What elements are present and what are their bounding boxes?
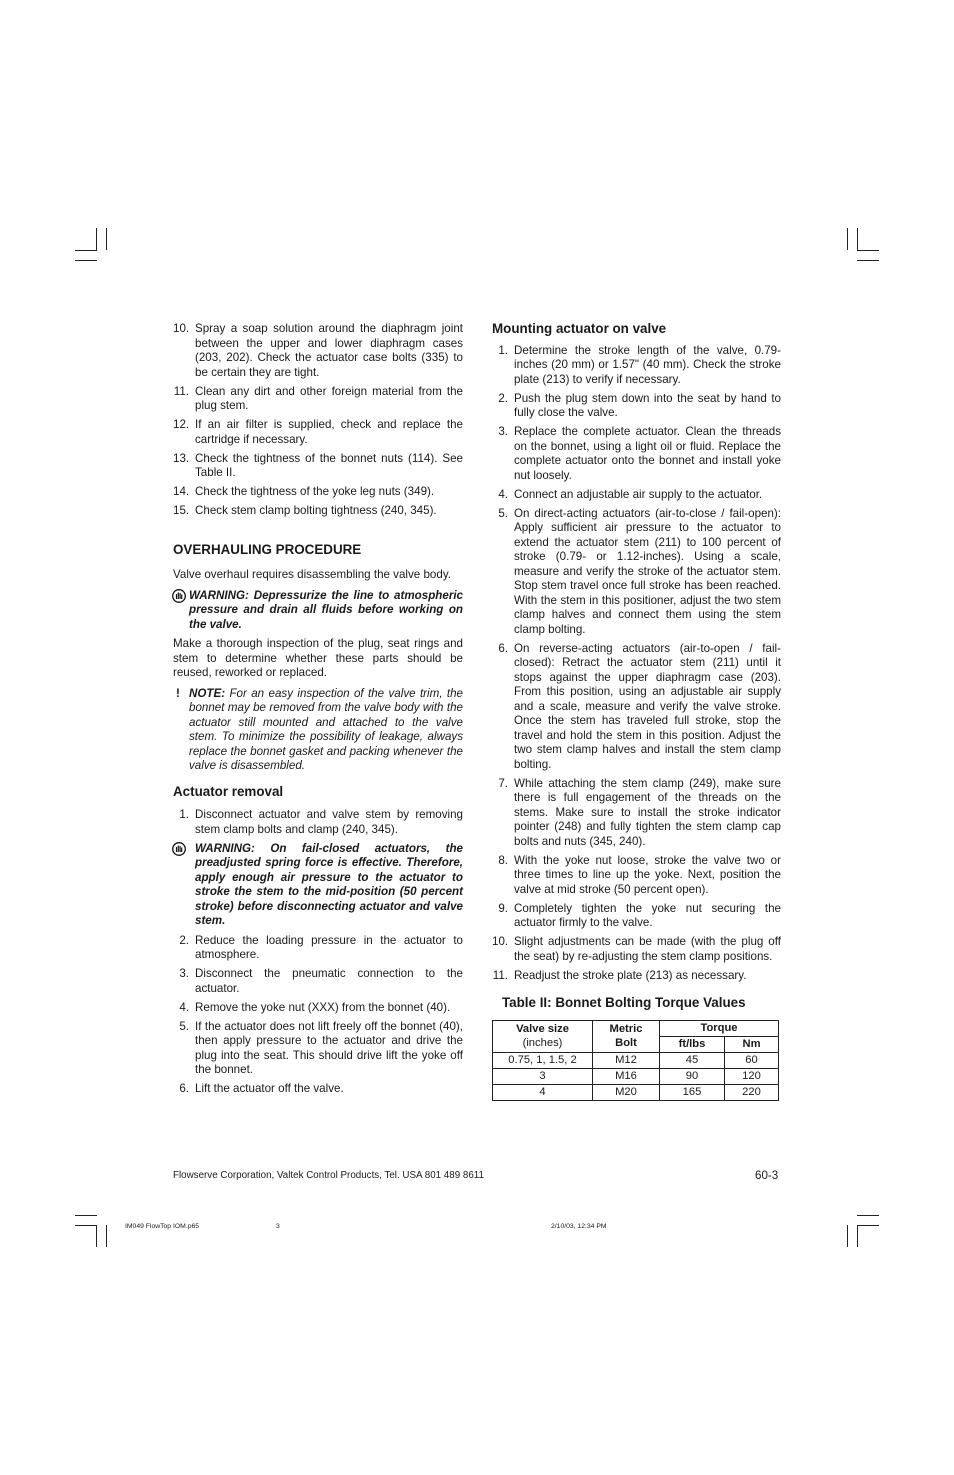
crop-mark <box>75 260 97 261</box>
list-item: 1. Disconnect actuator and valve stem by removing stem clamp bolts and clamp (240, 345). <box>179 808 463 836</box>
list-item: 10. Spray a soap solution around the diaphragm joint between the upper and lower diaphragm cases (203, 202). Check the actuator case bolts (335) to be certain they are tight. <box>173 322 463 379</box>
crop-mark <box>857 1225 858 1247</box>
inspection-paragraph: Make a thorough inspection of the plug, seat rings and stem to determine whether these parts should be reused, reworked or replaced. <box>173 637 463 679</box>
list-item: 6. Lift the actuator off the valve. <box>179 1082 344 1095</box>
crop-mark <box>857 228 858 250</box>
removal-list <box>173 934 463 1097</box>
list-item: 6. On reverse-acting actuators (air-to-open / fail-closed): Retract the actuator stem (211) until it stops against the upper diaphragm case (203). From this position, using an adjustable air supply and a scale, measure and verify the valve stroke. Once the stem has traveled full stroke, stop the travel and hold the stem in this position. Adjust the two stem clamp halves and install the stem clamp bolting. <box>498 641 781 771</box>
list-item: 11. Readjust the stroke plate (213) as necessary. <box>492 968 747 982</box>
list-item: 15. Check stem clamp bolting tightness (240, 345). <box>173 504 437 517</box>
list-item: 13. Check the tightness of the bonnet nuts (114). See Table II. <box>173 451 463 479</box>
list-item: 10. Slight adjustments can be made (with the plug off the seat) by re-adjusting the stem clamp positions. <box>492 935 781 963</box>
crop-mark <box>857 1225 879 1226</box>
mounting-list <box>492 344 781 984</box>
table-row: 3 M16 90 120 <box>493 1068 779 1084</box>
maintenance-list <box>173 322 463 519</box>
page-number: 60-3 <box>755 1169 779 1182</box>
crop-mark <box>106 228 107 250</box>
list-item: 5. On direct-acting actuators (air-to-close / fail-open): Apply sufficient air pressure to the actuator to extend the actuator stem (211) to 100 percent of stroke (0.79- or 1.12-inches). Using a scale, measure and verify the stroke of the actuator stem. Stop stem travel once full stroke has been reached. With the stem in this positioner, adjust the two stem clamp halves and connect them using the stem clamp bolting. <box>498 506 781 636</box>
table-header-row: Valve size (inches) Metric Bolt Torque <box>493 1020 779 1036</box>
warning-hand-icon <box>172 589 186 603</box>
list-item: 7. While attaching the stem clamp (249), make sure there is full engagement of the threads on the stems. Make sure to install the stroke indicator pointer (248) and fully tighten the stem clamp cap bolts and nuts (345, 240). <box>498 776 781 848</box>
right-column <box>492 322 781 1101</box>
warning-block: WARNING: On fail-closed actuators, the preadjusted spring force is effective. Therefore, apply enough air pressure to the actuator to stroke the stem to the mid-position (50 percent stroke) before disconnecting actuator and valve stem. <box>173 842 463 929</box>
list-item: 1. Determine the stroke length of the valve, 0.79-inches (20 mm) or 1.57" (40 mm). Check the stroke plate (213) to verify if necessary. <box>498 343 781 386</box>
crop-mark <box>75 1215 97 1216</box>
crop-mark <box>75 250 97 251</box>
list-item: 2. Reduce the loading pressure in the actuator to atmosphere. <box>179 933 463 961</box>
crop-mark <box>847 1225 848 1247</box>
warning-hand-icon <box>172 842 186 856</box>
list-item: 3. Replace the complete actuator. Clean the threads on the bonnet, using a light oil or fluid. Replace the complete actuator onto the bonnet and install yoke nut loosely. <box>498 425 781 482</box>
table-row: 4 M20 165 220 <box>493 1084 779 1100</box>
slug-number: 3 <box>276 1223 280 1230</box>
list-item: 2. Push the plug stem down into the seat by hand to fully close the valve. <box>498 391 781 419</box>
actuator-removal-heading: Actuator removal <box>173 783 284 799</box>
list-item: 5. If the actuator does not lift freely off the bonnet (40), then apply pressure to the actuator and drive the plug into the seat. This should drive lift the yoke off the bonnet. <box>179 1019 463 1076</box>
crop-mark <box>847 228 848 250</box>
list-item: 11. Clean any dirt and other foreign material from the plug stem. <box>173 384 463 412</box>
crop-mark <box>106 1225 107 1247</box>
footer-company: Flowserve Corporation, Valtek Control Products, Tel. USA 801 489 8611 <box>173 1170 484 1181</box>
slug-file: IM049 FlowTop IOM.p65 <box>125 1223 200 1230</box>
list-item: 14. Check the tightness of the yoke leg nuts (349). <box>173 485 435 498</box>
crop-mark <box>857 1215 879 1216</box>
table-title: Table II: Bonnet Bolting Torque Values <box>502 995 746 1010</box>
list-item: 3. Disconnect the pneumatic connection to the actuator. <box>179 967 463 995</box>
overhaul-heading: OVERHAULING PROCEDURE <box>173 541 362 557</box>
table-header-row: ft/lbs Nm <box>493 1036 779 1052</box>
crop-mark <box>96 1225 97 1247</box>
torque-table <box>492 1020 779 1101</box>
overhaul-intro: Valve overhaul requires disassembling the valve body. <box>173 568 451 581</box>
note-block: ! NOTE: For an easy inspection of the valve trim, the bonnet may be removed from the valve body with the actuator still mounted and attached to the valve stem. To minimize the possibility of leakage, always replace the bonnet gasket and packing whenever the valve is disassembled. <box>176 686 463 772</box>
crop-mark <box>857 250 879 251</box>
mounting-heading: Mounting actuator on valve <box>492 321 667 336</box>
list-item: 4. Connect an adjustable air supply to the actuator. <box>498 487 763 501</box>
list-item: 4. Remove the yoke nut (XXX) from the bonnet (40). <box>179 1000 451 1014</box>
left-column <box>173 322 463 1101</box>
crop-mark <box>96 228 97 250</box>
table-row: 0.75, 1, 1.5, 2 M12 45 60 <box>493 1052 779 1068</box>
exclamation-icon: ! <box>176 686 180 700</box>
list-item: 12. If an air filter is supplied, check and replace the cartridge if necessary. <box>173 418 463 446</box>
list-item: 8. With the yoke nut loose, stroke the valve two or three times to line up the yoke. Next, position the valve at mid stroke (50 percent open). <box>498 853 781 896</box>
crop-mark <box>857 260 879 261</box>
slug-date: 2/10/03, 12:34 PM <box>551 1223 607 1230</box>
crop-mark <box>75 1225 97 1226</box>
warning-block: WARNING: Depressurize the line to atmospheric pressure and drain all fluids before working on the valve. <box>173 589 463 633</box>
removal-list <box>173 808 463 837</box>
list-item: 9. Completely tighten the yoke nut securing the actuator firmly to the valve. <box>498 901 781 929</box>
